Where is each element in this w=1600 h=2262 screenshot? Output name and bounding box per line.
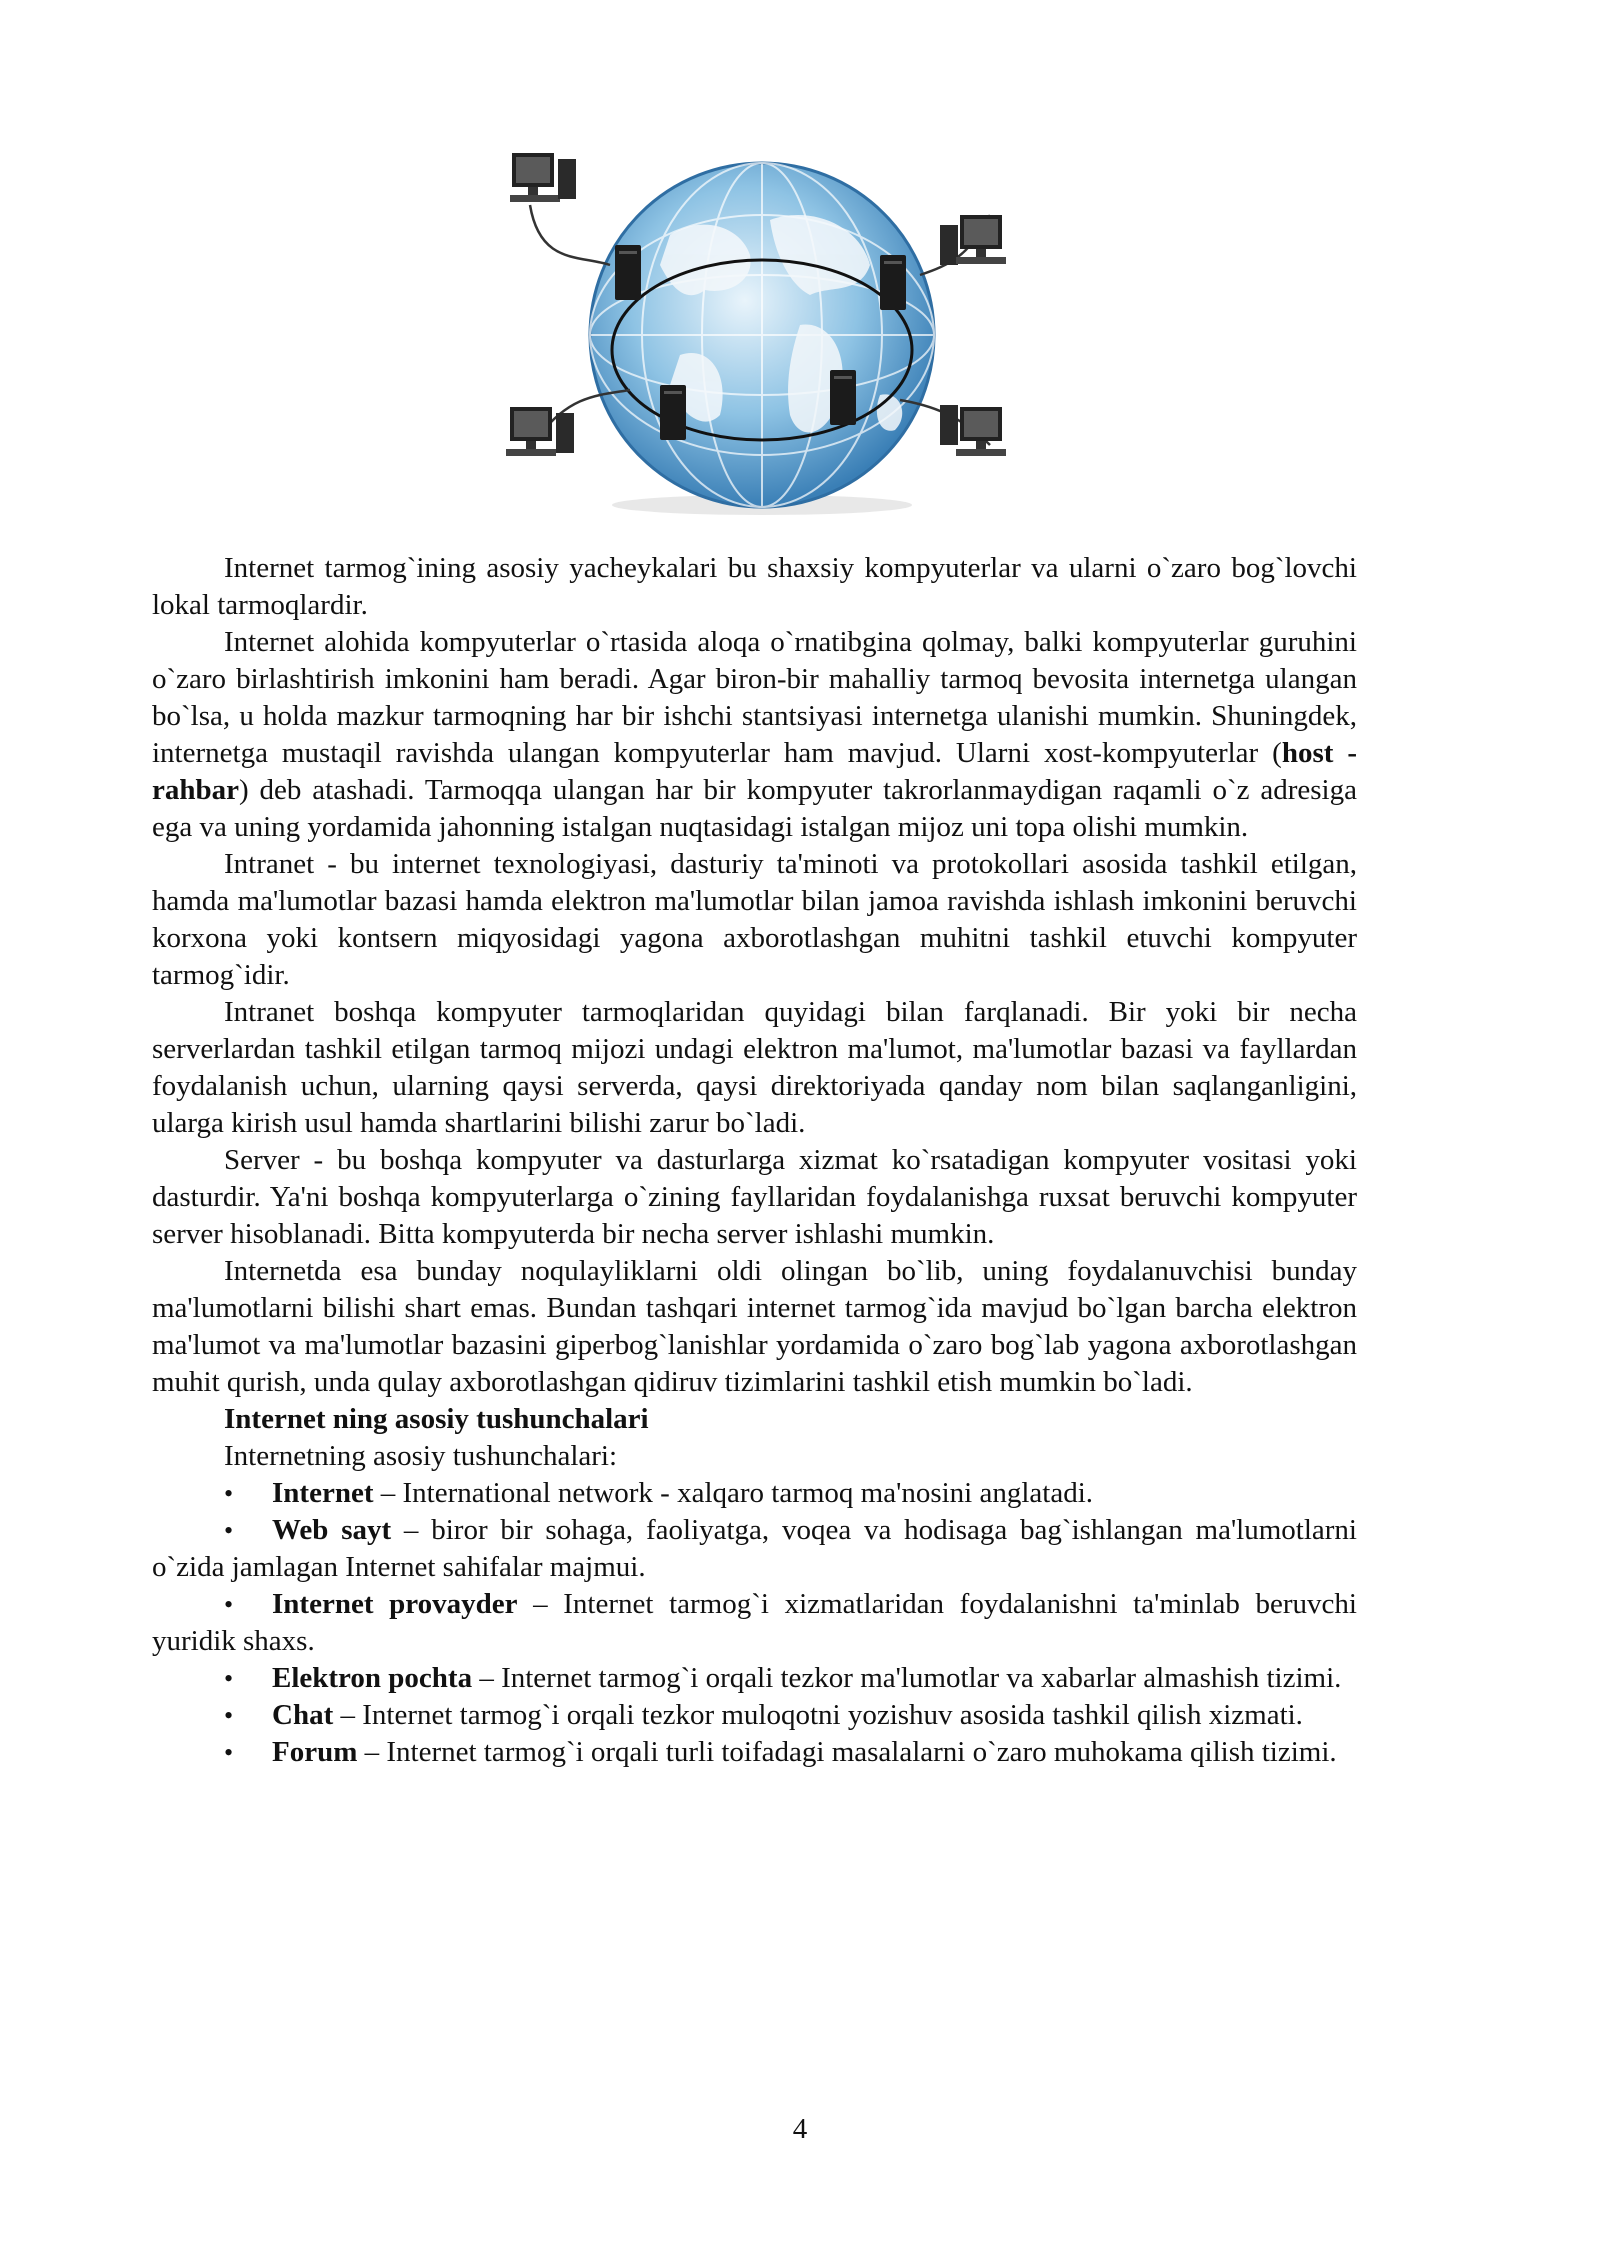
list-item [152, 1734, 1357, 1771]
paragraph-1: Internet tarmog`ining asosiy yacheykalari bu shaxsiy kompyuterlar va ularni o`zaro bog`lovchi lokal tarmoqlardir. [152, 552, 1357, 621]
list-item-term: Elektron pochta [272, 1662, 473, 1694]
list-item-text: – biror bir sohaga, faoliyatga, voqea va hodisaga bag`ishlangan ma'lumotlarni o`zida jamlagan Internet sahifalar majmui. [152, 1514, 1357, 1583]
list-item-term: Internet [272, 1477, 374, 1509]
list-item [152, 1660, 1357, 1697]
paragraph-5: Server - bu boshqa kompyuter va dasturlarga xizmat ko`rsatadigan kompyuter vositasi yoki dasturdir. Ya'ni boshqa kompyuterlarga o`zining fayllaridan foydalanishga ruxsat beruvchi kompyuter server hisoblanadi. Bitta kompyuterda bir necha server ishlashi mumkin. [152, 1144, 1357, 1250]
section-intro: Internetning asosiy tushunchalari: [224, 1440, 618, 1472]
list-item-text: – Internet tarmog`i orqali tezkor ma'lumotlar va xabarlar almashish tizimi. [472, 1662, 1342, 1694]
list-item [152, 1512, 1357, 1586]
paragraph-2-part-a: Internet alohida kompyuterlar o`rtasida aloqa o`rnatibgina qolmay, balki kompyuterlar guruhini o`zaro birlashtirish imkonini ham beradi. Agar biron-bir mahalliy tarmoq bevosita internetga ulangan bo`lsa, u holda mazkur tarmoqning har bir ishchi stantsiyasi internetga ulanishi mumkin. Shuningdek, internetga mustaqil ravishda ulangan kompyuterlar ham mavjud. Ularni xost-kompyuterlar ( [152, 626, 1357, 769]
list-item [152, 1586, 1357, 1660]
paragraph-2-bold: host - rahbar [152, 737, 1357, 806]
paragraph-2-part-c: ) deb atashadi. Tarmoqqa ulangan har bir kompyuter takrorlanmaydigan raqamli o`z adresiga ega va uning yordamida jahonning istalgan nuqtasidagi istalgan mijoz uni topa olishi mumkin. [152, 774, 1357, 843]
body-text [152, 550, 1357, 1771]
paragraph-3: Intranet - bu internet texnologiyasi, dasturiy ta'minoti va protokollari asosida tashkil etilgan, hamda ma'lumotlar bazasi hamda elektron ma'lumotlar bilan jamoa ravishda ishlash imkonini beruvchi korxona yoki kontsern miqyosidagi yagona axborotlashgan muhitni tashkil etuvchi kompyuter tarmog`idir. [152, 848, 1357, 991]
paragraph-2 [152, 624, 1357, 846]
list-item-term: Internet provayder [272, 1588, 518, 1620]
bullet-icon: • [224, 1590, 234, 1619]
list-item-text: – Internet tarmog`i orqali tezkor muloqotni yozishuv asosida tashkil qilish xizmati. [333, 1699, 1303, 1731]
list-item-text: – International network - xalqaro tarmoq ma'nosini anglatadi. [373, 1477, 1094, 1509]
bullet-icon: • [224, 1701, 234, 1730]
list-item [152, 1697, 1357, 1734]
bullet-icon: • [224, 1516, 234, 1545]
paragraph-4: Intranet boshqa kompyuter tarmoqlaridan quyidagi bilan farqlanadi. Bir yoki bir necha serverlardan tashkil etilgan tarmoq mijozi undagi elektron ma'lumot, ma'lumotlar bazasi va fayllardan foydalanish uchun, ularning qaysi serverda, qaysi direktoriyada qanday nom bilan saqlanganligini, ularga kirish usul hamda shartlarini bilishi zarur bo`ladi. [152, 996, 1357, 1139]
bullet-icon: • [224, 1664, 234, 1693]
section-heading: Internet ning asosiy tushunchalari [224, 1403, 649, 1435]
list-item-term: Web sayt [272, 1514, 392, 1546]
paragraph-6: Internetda esa bunday noqulayliklarni oldi olingan bo`lib, uning foydalanuvchisi bunday ma'lumotlarni bilishi shart emas. Bundan tashqari internet tarmog`ida mavjud bo`lgan barcha elektron ma'lumot va ma'lumotlar bazasini giperbog`lanishlar yordamida o`zaro bog`lab yagona axborotlashgan muhit qurish, unda qulay axborotlashgan qidiruv tizimlarini tashkil etish mumkin bo`ladi. [152, 1255, 1357, 1398]
list-item-term: Chat [272, 1699, 334, 1731]
bullet-icon: • [224, 1738, 234, 1767]
globe-network-icon [500, 145, 1020, 520]
bullet-icon: • [224, 1479, 234, 1508]
list-item-text: – Internet tarmog`i xizmatlaridan foydalanishni ta'minlab beruvchi yuridik shaxs. [152, 1588, 1357, 1657]
list-item [152, 1475, 1357, 1512]
list-item-term: Forum [272, 1736, 358, 1768]
list-item-text: – Internet tarmog`i orqali turli toifadagi masalalarni o`zaro muhokama qilish tizimi. [357, 1736, 1337, 1768]
page-number: 4 [792, 2113, 808, 2145]
